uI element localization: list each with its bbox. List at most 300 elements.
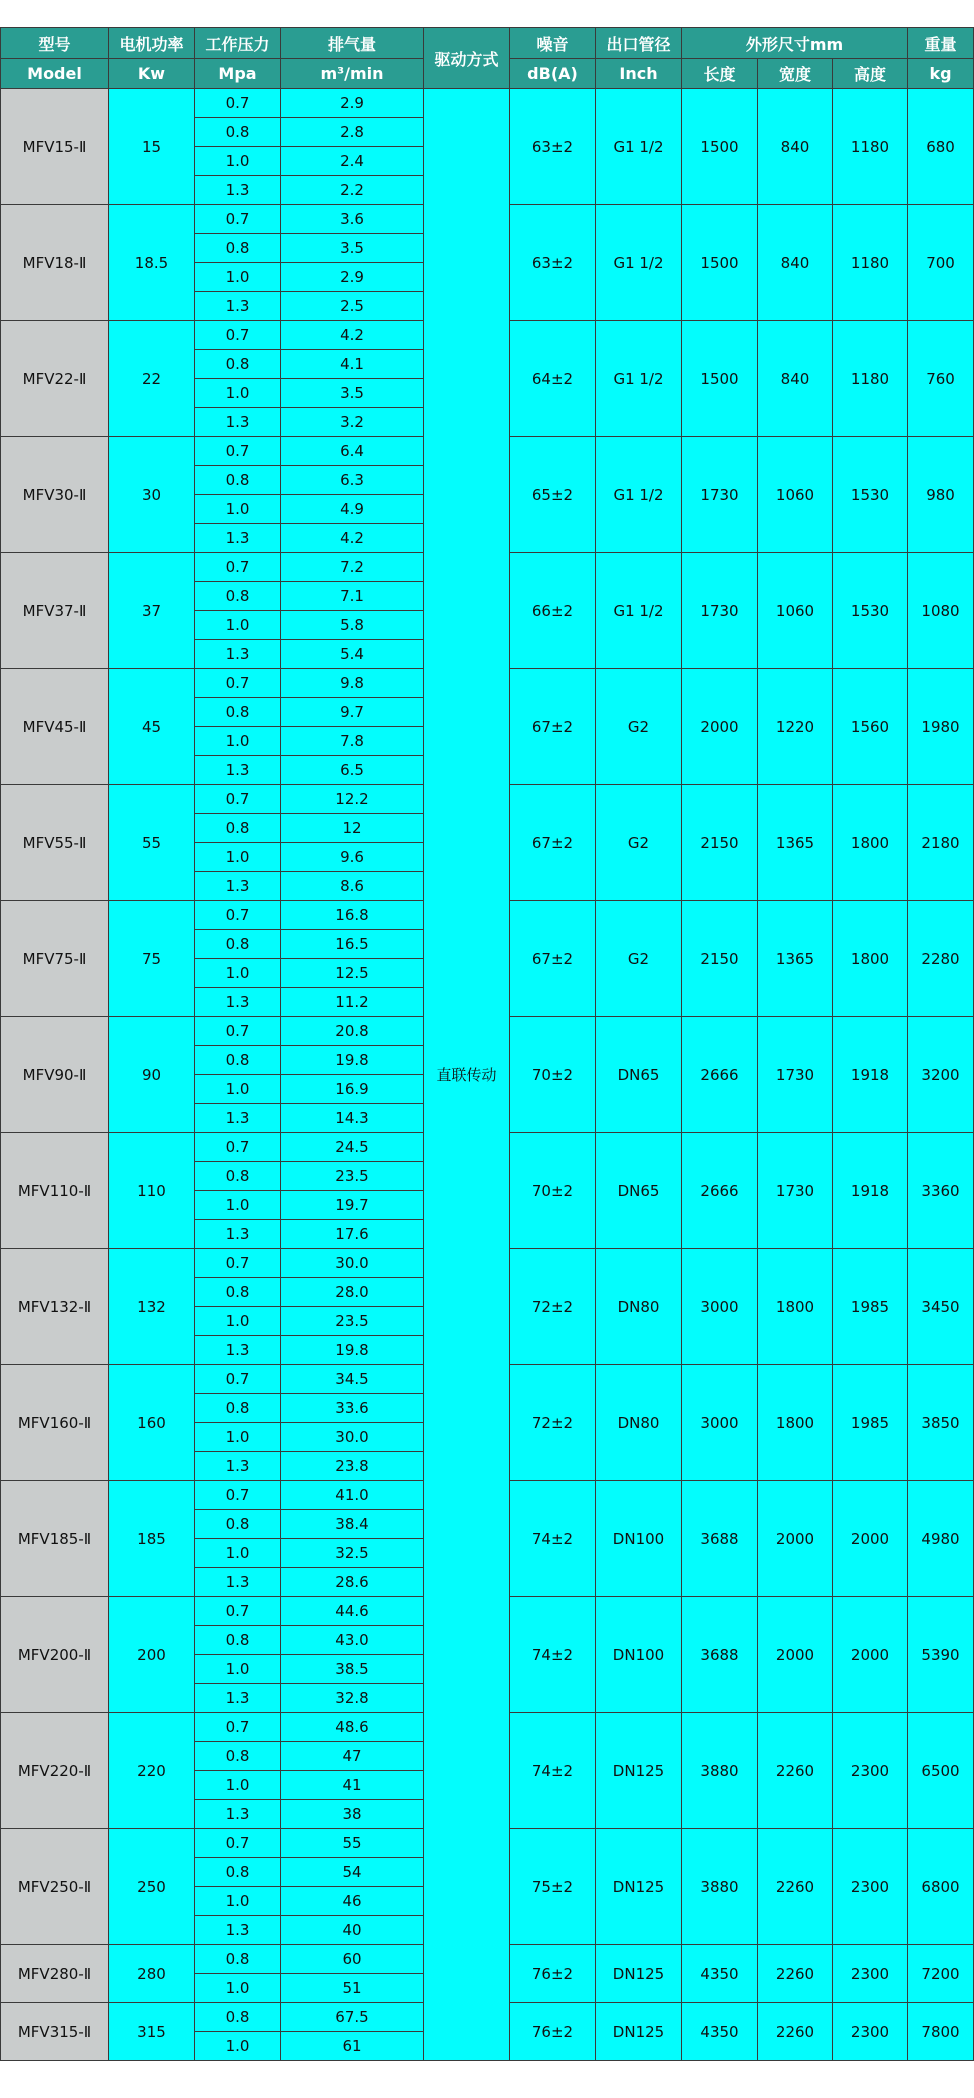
- width-cell: 2260: [758, 2003, 833, 2061]
- table-body: [1, 89, 974, 2061]
- header-flow-en: m³/min: [281, 59, 424, 89]
- flow-cell: 5.4: [281, 640, 424, 669]
- flow-cell: 19.7: [281, 1191, 424, 1220]
- model-cell: MFV75-Ⅱ: [1, 901, 109, 1017]
- model-cell: MFV220-Ⅱ: [1, 1713, 109, 1829]
- flow-cell: 51: [281, 1974, 424, 2003]
- width-cell: 1730: [758, 1133, 833, 1249]
- flow-cell: 43.0: [281, 1626, 424, 1655]
- pressure-cell: 1.3: [195, 756, 281, 785]
- pressure-cell: 0.7: [195, 1481, 281, 1510]
- pressure-cell: 1.0: [195, 959, 281, 988]
- pressure-cell: 1.3: [195, 1336, 281, 1365]
- pressure-cell: 0.7: [195, 89, 281, 118]
- power-cell: 220: [109, 1713, 195, 1829]
- model-cell: MFV15-Ⅱ: [1, 89, 109, 205]
- power-cell: 250: [109, 1829, 195, 1945]
- header-power-en: Kw: [109, 59, 195, 89]
- pressure-cell: 0.8: [195, 1046, 281, 1075]
- pressure-cell: 0.8: [195, 234, 281, 263]
- outlet-cell: DN100: [596, 1481, 682, 1597]
- pressure-cell: 0.8: [195, 2003, 281, 2032]
- weight-cell: 3200: [908, 1017, 974, 1133]
- weight-cell: 3850: [908, 1365, 974, 1481]
- length-cell: 4350: [682, 1945, 758, 2003]
- header-drive: 驱动方式: [424, 28, 510, 89]
- pressure-cell: 1.0: [195, 1655, 281, 1684]
- width-cell: 2260: [758, 1829, 833, 1945]
- weight-cell: 3450: [908, 1249, 974, 1365]
- noise-cell: 72±2: [510, 1249, 596, 1365]
- length-cell: 2150: [682, 901, 758, 1017]
- pressure-cell: 1.0: [195, 1539, 281, 1568]
- power-cell: 22: [109, 321, 195, 437]
- noise-cell: 67±2: [510, 901, 596, 1017]
- power-cell: 185: [109, 1481, 195, 1597]
- length-cell: 3880: [682, 1829, 758, 1945]
- flow-cell: 23.5: [281, 1162, 424, 1191]
- pressure-cell: 0.8: [195, 1510, 281, 1539]
- width-cell: 1800: [758, 1365, 833, 1481]
- model-cell: MFV55-Ⅱ: [1, 785, 109, 901]
- width-cell: 1730: [758, 1017, 833, 1133]
- header-model-cn: 型号: [1, 28, 109, 59]
- flow-cell: 38: [281, 1800, 424, 1829]
- flow-cell: 2.9: [281, 263, 424, 292]
- drive-cell: 直联传动: [424, 89, 510, 2061]
- flow-cell: 24.5: [281, 1133, 424, 1162]
- weight-cell: 700: [908, 205, 974, 321]
- flow-cell: 19.8: [281, 1336, 424, 1365]
- flow-cell: 4.2: [281, 524, 424, 553]
- pressure-cell: 1.0: [195, 1771, 281, 1800]
- outlet-cell: G1 1/2: [596, 321, 682, 437]
- noise-cell: 72±2: [510, 1365, 596, 1481]
- flow-cell: 38.5: [281, 1655, 424, 1684]
- pressure-cell: 0.8: [195, 582, 281, 611]
- pressure-cell: 1.0: [195, 727, 281, 756]
- flow-cell: 55: [281, 1829, 424, 1858]
- outlet-cell: G2: [596, 785, 682, 901]
- height-cell: 1985: [833, 1249, 908, 1365]
- flow-cell: 3.5: [281, 379, 424, 408]
- length-cell: 3688: [682, 1481, 758, 1597]
- pressure-cell: 1.0: [195, 1307, 281, 1336]
- pressure-cell: 1.3: [195, 1800, 281, 1829]
- height-cell: 1800: [833, 901, 908, 1017]
- pressure-cell: 0.8: [195, 118, 281, 147]
- width-cell: 840: [758, 205, 833, 321]
- pressure-cell: 1.3: [195, 1104, 281, 1133]
- pressure-cell: 1.0: [195, 1423, 281, 1452]
- pressure-cell: 0.7: [195, 437, 281, 466]
- width-cell: 1060: [758, 437, 833, 553]
- outlet-cell: DN65: [596, 1133, 682, 1249]
- pressure-cell: 0.8: [195, 466, 281, 495]
- flow-cell: 19.8: [281, 1046, 424, 1075]
- length-cell: 3688: [682, 1597, 758, 1713]
- height-cell: 1560: [833, 669, 908, 785]
- pressure-cell: 0.7: [195, 321, 281, 350]
- pressure-cell: 1.0: [195, 147, 281, 176]
- weight-cell: 2180: [908, 785, 974, 901]
- flow-cell: 7.8: [281, 727, 424, 756]
- noise-cell: 76±2: [510, 1945, 596, 2003]
- power-cell: 315: [109, 2003, 195, 2061]
- outlet-cell: G1 1/2: [596, 553, 682, 669]
- length-cell: 1500: [682, 321, 758, 437]
- flow-cell: 38.4: [281, 1510, 424, 1539]
- outlet-cell: G1 1/2: [596, 89, 682, 205]
- header-noise-en: dB(A): [510, 59, 596, 89]
- flow-cell: 4.1: [281, 350, 424, 379]
- width-cell: 1365: [758, 785, 833, 901]
- power-cell: 15: [109, 89, 195, 205]
- power-cell: 30: [109, 437, 195, 553]
- outlet-cell: DN80: [596, 1249, 682, 1365]
- pressure-cell: 0.8: [195, 814, 281, 843]
- width-cell: 840: [758, 89, 833, 205]
- weight-cell: 3360: [908, 1133, 974, 1249]
- height-cell: 2300: [833, 1713, 908, 1829]
- model-cell: MFV315-Ⅱ: [1, 2003, 109, 2061]
- length-cell: 2150: [682, 785, 758, 901]
- table-header: [1, 28, 974, 89]
- pressure-cell: 1.3: [195, 640, 281, 669]
- height-cell: 1180: [833, 89, 908, 205]
- pressure-cell: 1.3: [195, 408, 281, 437]
- flow-cell: 2.9: [281, 89, 424, 118]
- pressure-cell: 0.7: [195, 205, 281, 234]
- height-cell: 2300: [833, 2003, 908, 2061]
- width-cell: 2260: [758, 1713, 833, 1829]
- weight-cell: 4980: [908, 1481, 974, 1597]
- noise-cell: 64±2: [510, 321, 596, 437]
- length-cell: 1730: [682, 553, 758, 669]
- flow-cell: 44.6: [281, 1597, 424, 1626]
- flow-cell: 47: [281, 1742, 424, 1771]
- length-cell: 1730: [682, 437, 758, 553]
- power-cell: 90: [109, 1017, 195, 1133]
- model-cell: MFV280-Ⅱ: [1, 1945, 109, 2003]
- flow-cell: 17.6: [281, 1220, 424, 1249]
- weight-cell: 6800: [908, 1829, 974, 1945]
- pressure-cell: 0.7: [195, 1829, 281, 1858]
- flow-cell: 4.9: [281, 495, 424, 524]
- weight-cell: 7200: [908, 1945, 974, 2003]
- pressure-cell: 0.8: [195, 1394, 281, 1423]
- pressure-cell: 1.0: [195, 1075, 281, 1104]
- noise-cell: 63±2: [510, 89, 596, 205]
- flow-cell: 33.6: [281, 1394, 424, 1423]
- length-cell: 1500: [682, 89, 758, 205]
- header-weight-en: kg: [908, 59, 974, 89]
- width-cell: 2000: [758, 1597, 833, 1713]
- noise-cell: 67±2: [510, 785, 596, 901]
- pressure-cell: 0.8: [195, 1858, 281, 1887]
- flow-cell: 2.4: [281, 147, 424, 176]
- length-cell: 3000: [682, 1365, 758, 1481]
- flow-cell: 6.5: [281, 756, 424, 785]
- flow-cell: 23.5: [281, 1307, 424, 1336]
- power-cell: 200: [109, 1597, 195, 1713]
- pressure-cell: 0.8: [195, 1626, 281, 1655]
- flow-cell: 54: [281, 1858, 424, 1887]
- flow-cell: 67.5: [281, 2003, 424, 2032]
- table-row: [1, 89, 974, 118]
- power-cell: 55: [109, 785, 195, 901]
- header-noise-cn: 噪音: [510, 28, 596, 59]
- header-model-en: Model: [1, 59, 109, 89]
- pressure-cell: 1.0: [195, 263, 281, 292]
- outlet-cell: DN125: [596, 1945, 682, 2003]
- pressure-cell: 1.0: [195, 495, 281, 524]
- pressure-cell: 1.0: [195, 2032, 281, 2061]
- flow-cell: 9.6: [281, 843, 424, 872]
- noise-cell: 75±2: [510, 1829, 596, 1945]
- weight-cell: 6500: [908, 1713, 974, 1829]
- flow-cell: 9.7: [281, 698, 424, 727]
- header-outlet-en: Inch: [596, 59, 682, 89]
- weight-cell: 980: [908, 437, 974, 553]
- noise-cell: 67±2: [510, 669, 596, 785]
- flow-cell: 3.5: [281, 234, 424, 263]
- noise-cell: 63±2: [510, 205, 596, 321]
- height-cell: 1530: [833, 553, 908, 669]
- model-cell: MFV22-Ⅱ: [1, 321, 109, 437]
- noise-cell: 70±2: [510, 1133, 596, 1249]
- length-cell: 4350: [682, 2003, 758, 2061]
- pressure-cell: 1.3: [195, 1568, 281, 1597]
- flow-cell: 20.8: [281, 1017, 424, 1046]
- header-flow-cn: 排气量: [281, 28, 424, 59]
- flow-cell: 12.5: [281, 959, 424, 988]
- outlet-cell: DN125: [596, 1713, 682, 1829]
- header-pressure-en: Mpa: [195, 59, 281, 89]
- noise-cell: 66±2: [510, 553, 596, 669]
- pressure-cell: 1.0: [195, 843, 281, 872]
- length-cell: 3000: [682, 1249, 758, 1365]
- pressure-cell: 1.3: [195, 524, 281, 553]
- flow-cell: 60: [281, 1945, 424, 1974]
- flow-cell: 16.5: [281, 930, 424, 959]
- pressure-cell: 0.8: [195, 930, 281, 959]
- power-cell: 110: [109, 1133, 195, 1249]
- power-cell: 45: [109, 669, 195, 785]
- pressure-cell: 0.8: [195, 1278, 281, 1307]
- length-cell: 1500: [682, 205, 758, 321]
- compressor-spec-table: [0, 27, 974, 2061]
- height-cell: 1530: [833, 437, 908, 553]
- flow-cell: 48.6: [281, 1713, 424, 1742]
- length-cell: 2000: [682, 669, 758, 785]
- height-cell: 2300: [833, 1945, 908, 2003]
- flow-cell: 46: [281, 1887, 424, 1916]
- header-row-top: [1, 28, 974, 59]
- pressure-cell: 0.7: [195, 1133, 281, 1162]
- noise-cell: 74±2: [510, 1481, 596, 1597]
- pressure-cell: 1.3: [195, 1916, 281, 1945]
- height-cell: 2000: [833, 1597, 908, 1713]
- weight-cell: 7800: [908, 2003, 974, 2061]
- height-cell: 1918: [833, 1017, 908, 1133]
- pressure-cell: 0.7: [195, 1365, 281, 1394]
- height-cell: 1180: [833, 321, 908, 437]
- pressure-cell: 0.8: [195, 1162, 281, 1191]
- outlet-cell: G1 1/2: [596, 437, 682, 553]
- model-cell: MFV200-Ⅱ: [1, 1597, 109, 1713]
- outlet-cell: G2: [596, 669, 682, 785]
- outlet-cell: DN65: [596, 1017, 682, 1133]
- flow-cell: 61: [281, 2032, 424, 2061]
- outlet-cell: DN125: [596, 1829, 682, 1945]
- header-power-cn: 电机功率: [109, 28, 195, 59]
- height-cell: 1985: [833, 1365, 908, 1481]
- pressure-cell: 1.3: [195, 1220, 281, 1249]
- pressure-cell: 0.7: [195, 553, 281, 582]
- outlet-cell: G1 1/2: [596, 205, 682, 321]
- noise-cell: 74±2: [510, 1597, 596, 1713]
- flow-cell: 12: [281, 814, 424, 843]
- weight-cell: 1980: [908, 669, 974, 785]
- pressure-cell: 0.7: [195, 901, 281, 930]
- height-cell: 1180: [833, 205, 908, 321]
- flow-cell: 7.2: [281, 553, 424, 582]
- pressure-cell: 1.0: [195, 379, 281, 408]
- flow-cell: 16.9: [281, 1075, 424, 1104]
- pressure-cell: 0.7: [195, 1017, 281, 1046]
- pressure-cell: 0.7: [195, 1713, 281, 1742]
- width-cell: 840: [758, 321, 833, 437]
- length-cell: 2666: [682, 1017, 758, 1133]
- header-width: 宽度: [758, 59, 833, 89]
- width-cell: 2260: [758, 1945, 833, 2003]
- pressure-cell: 0.8: [195, 1742, 281, 1771]
- pressure-cell: 0.8: [195, 1945, 281, 1974]
- power-cell: 75: [109, 901, 195, 1017]
- weight-cell: 5390: [908, 1597, 974, 1713]
- outlet-cell: DN100: [596, 1597, 682, 1713]
- width-cell: 1800: [758, 1249, 833, 1365]
- flow-cell: 3.6: [281, 205, 424, 234]
- flow-cell: 16.8: [281, 901, 424, 930]
- pressure-cell: 1.0: [195, 1974, 281, 2003]
- pressure-cell: 0.8: [195, 698, 281, 727]
- flow-cell: 23.8: [281, 1452, 424, 1481]
- model-cell: MFV250-Ⅱ: [1, 1829, 109, 1945]
- pressure-cell: 1.3: [195, 292, 281, 321]
- model-cell: MFV18-Ⅱ: [1, 205, 109, 321]
- flow-cell: 3.2: [281, 408, 424, 437]
- header-dimensions: 外形尺寸mm: [682, 28, 908, 59]
- pressure-cell: 1.0: [195, 1887, 281, 1916]
- flow-cell: 30.0: [281, 1423, 424, 1452]
- flow-cell: 32.8: [281, 1684, 424, 1713]
- outlet-cell: DN80: [596, 1365, 682, 1481]
- height-cell: 2300: [833, 1829, 908, 1945]
- model-cell: MFV160-Ⅱ: [1, 1365, 109, 1481]
- pressure-cell: 0.8: [195, 350, 281, 379]
- weight-cell: 760: [908, 321, 974, 437]
- power-cell: 280: [109, 1945, 195, 2003]
- flow-cell: 30.0: [281, 1249, 424, 1278]
- weight-cell: 2280: [908, 901, 974, 1017]
- pressure-cell: 1.0: [195, 1191, 281, 1220]
- pressure-cell: 1.3: [195, 176, 281, 205]
- width-cell: 1220: [758, 669, 833, 785]
- length-cell: 2666: [682, 1133, 758, 1249]
- power-cell: 37: [109, 553, 195, 669]
- pressure-cell: 1.0: [195, 611, 281, 640]
- flow-cell: 14.3: [281, 1104, 424, 1133]
- model-cell: MFV185-Ⅱ: [1, 1481, 109, 1597]
- pressure-cell: 0.7: [195, 669, 281, 698]
- header-pressure-cn: 工作压力: [195, 28, 281, 59]
- weight-cell: 1080: [908, 553, 974, 669]
- flow-cell: 41: [281, 1771, 424, 1800]
- pressure-cell: 1.3: [195, 1452, 281, 1481]
- header-length: 长度: [682, 59, 758, 89]
- width-cell: 1060: [758, 553, 833, 669]
- pressure-cell: 0.7: [195, 1249, 281, 1278]
- flow-cell: 41.0: [281, 1481, 424, 1510]
- outlet-cell: DN125: [596, 2003, 682, 2061]
- flow-cell: 7.1: [281, 582, 424, 611]
- flow-cell: 40: [281, 1916, 424, 1945]
- flow-cell: 28.0: [281, 1278, 424, 1307]
- model-cell: MFV45-Ⅱ: [1, 669, 109, 785]
- flow-cell: 6.4: [281, 437, 424, 466]
- flow-cell: 6.3: [281, 466, 424, 495]
- length-cell: 3880: [682, 1713, 758, 1829]
- pressure-cell: 0.7: [195, 1597, 281, 1626]
- outlet-cell: G2: [596, 901, 682, 1017]
- weight-cell: 680: [908, 89, 974, 205]
- flow-cell: 11.2: [281, 988, 424, 1017]
- flow-cell: 8.6: [281, 872, 424, 901]
- flow-cell: 5.8: [281, 611, 424, 640]
- model-cell: MFV110-Ⅱ: [1, 1133, 109, 1249]
- power-cell: 160: [109, 1365, 195, 1481]
- pressure-cell: 1.3: [195, 872, 281, 901]
- header-outlet-cn: 出口管径: [596, 28, 682, 59]
- flow-cell: 34.5: [281, 1365, 424, 1394]
- flow-cell: 28.6: [281, 1568, 424, 1597]
- model-cell: MFV90-Ⅱ: [1, 1017, 109, 1133]
- power-cell: 18.5: [109, 205, 195, 321]
- header-height: 高度: [833, 59, 908, 89]
- power-cell: 132: [109, 1249, 195, 1365]
- width-cell: 2000: [758, 1481, 833, 1597]
- flow-cell: 32.5: [281, 1539, 424, 1568]
- flow-cell: 2.5: [281, 292, 424, 321]
- noise-cell: 70±2: [510, 1017, 596, 1133]
- model-cell: MFV37-Ⅱ: [1, 553, 109, 669]
- height-cell: 1800: [833, 785, 908, 901]
- noise-cell: 76±2: [510, 2003, 596, 2061]
- model-cell: MFV30-Ⅱ: [1, 437, 109, 553]
- height-cell: 1918: [833, 1133, 908, 1249]
- pressure-cell: 0.7: [195, 785, 281, 814]
- pressure-cell: 1.3: [195, 988, 281, 1017]
- flow-cell: 12.2: [281, 785, 424, 814]
- flow-cell: 2.2: [281, 176, 424, 205]
- flow-cell: 4.2: [281, 321, 424, 350]
- height-cell: 2000: [833, 1481, 908, 1597]
- width-cell: 1365: [758, 901, 833, 1017]
- noise-cell: 65±2: [510, 437, 596, 553]
- flow-cell: 2.8: [281, 118, 424, 147]
